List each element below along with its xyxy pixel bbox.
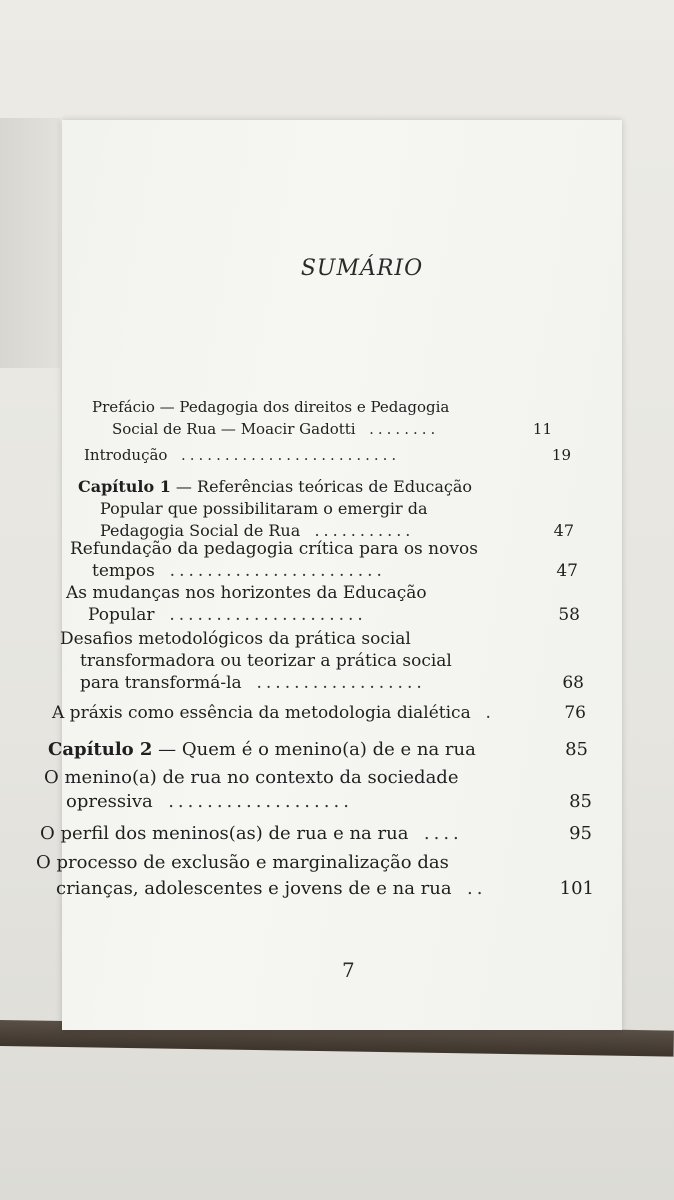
leader-dots: ........ bbox=[360, 420, 440, 438]
previous-page-edge bbox=[0, 118, 60, 368]
toc-entry-prefacio bbox=[92, 396, 552, 440]
page-number: 95 bbox=[569, 823, 592, 844]
leader-dots: ........... bbox=[305, 521, 415, 540]
toc-line: As mudanças nos horizontes da Educação bbox=[66, 583, 427, 603]
toc-line: — Referências teóricas de Educação bbox=[170, 477, 473, 496]
toc-entry-refundacao bbox=[70, 538, 578, 582]
page-number: 85 bbox=[569, 791, 592, 812]
toc-line: para transformá-la bbox=[80, 673, 242, 693]
page-number: 58 bbox=[558, 605, 580, 625]
page-number: 19 bbox=[551, 446, 571, 464]
toc-entry-menino-contexto bbox=[44, 766, 592, 814]
toc-entry-introducao bbox=[84, 444, 571, 466]
toc-line: transformadora ou teorizar a prática social bbox=[80, 651, 452, 671]
page-number: 47 bbox=[556, 561, 578, 581]
toc-entry-desafios bbox=[60, 628, 584, 694]
toc-line: Popular que possibilitaram o emergir da bbox=[100, 499, 428, 518]
page-number: 76 bbox=[564, 703, 586, 723]
toc-line: Refundação da pedagogia crítica para os novos bbox=[70, 539, 478, 559]
toc-line: Introdução bbox=[84, 446, 168, 464]
page-number: 101 bbox=[559, 878, 594, 899]
leader-dots: ................... bbox=[158, 791, 353, 812]
toc-line: crianças, adolescentes e jovens de e na rua bbox=[56, 878, 452, 899]
page-title: SUMÁRIO bbox=[300, 256, 424, 281]
page-number: 85 bbox=[565, 739, 588, 760]
toc-entry-perfil bbox=[40, 822, 592, 846]
toc-line: tempos bbox=[92, 561, 155, 581]
chapter-label: Capítulo 2 bbox=[48, 739, 153, 760]
leader-dots: ..................... bbox=[159, 605, 367, 625]
toc-line: A práxis como essência da metodologia dialética bbox=[52, 703, 471, 723]
chapter-label: Capítulo 1 bbox=[78, 477, 171, 496]
page-number: 11 bbox=[532, 420, 552, 438]
toc-line: Pedagogia Social de Rua bbox=[100, 521, 301, 540]
page-folio: 7 bbox=[342, 958, 355, 982]
toc-entry-mudancas bbox=[66, 582, 580, 626]
toc-line: — Quem é o menino(a) de e na rua bbox=[152, 739, 476, 760]
page-number: 47 bbox=[553, 521, 574, 540]
toc-line: O processo de exclusão e marginalização das bbox=[36, 852, 449, 873]
leader-dots: .................. bbox=[247, 673, 426, 693]
toc-line: O menino(a) de rua no contexto da sociedade bbox=[44, 767, 459, 788]
toc-entry-capitulo-1 bbox=[78, 476, 574, 542]
leader-dots: ......................... bbox=[172, 446, 401, 464]
leader-dots: . bbox=[476, 703, 495, 723]
toc-line: Social de Rua — Moacir Gadotti bbox=[112, 420, 356, 438]
leader-dots: .... bbox=[414, 823, 463, 844]
toc-entry-capitulo-2 bbox=[48, 738, 588, 762]
book-page bbox=[36, 120, 622, 1030]
leader-dots: .. bbox=[457, 878, 487, 899]
toc-line: Desafios metodológicos da prática social bbox=[60, 629, 411, 649]
toc-line: opressiva bbox=[66, 791, 153, 812]
toc-line: Prefácio — Pedagogia dos direitos e Pedagogia bbox=[92, 398, 450, 416]
leader-dots: ....................... bbox=[160, 561, 386, 581]
toc-entry-praxis bbox=[52, 702, 586, 724]
page-number: 68 bbox=[562, 673, 584, 693]
toc-line: Popular bbox=[88, 605, 155, 625]
toc-line: O perfil dos meninos(as) de rua e na rua bbox=[40, 823, 409, 844]
toc-entry-processo bbox=[36, 850, 594, 902]
